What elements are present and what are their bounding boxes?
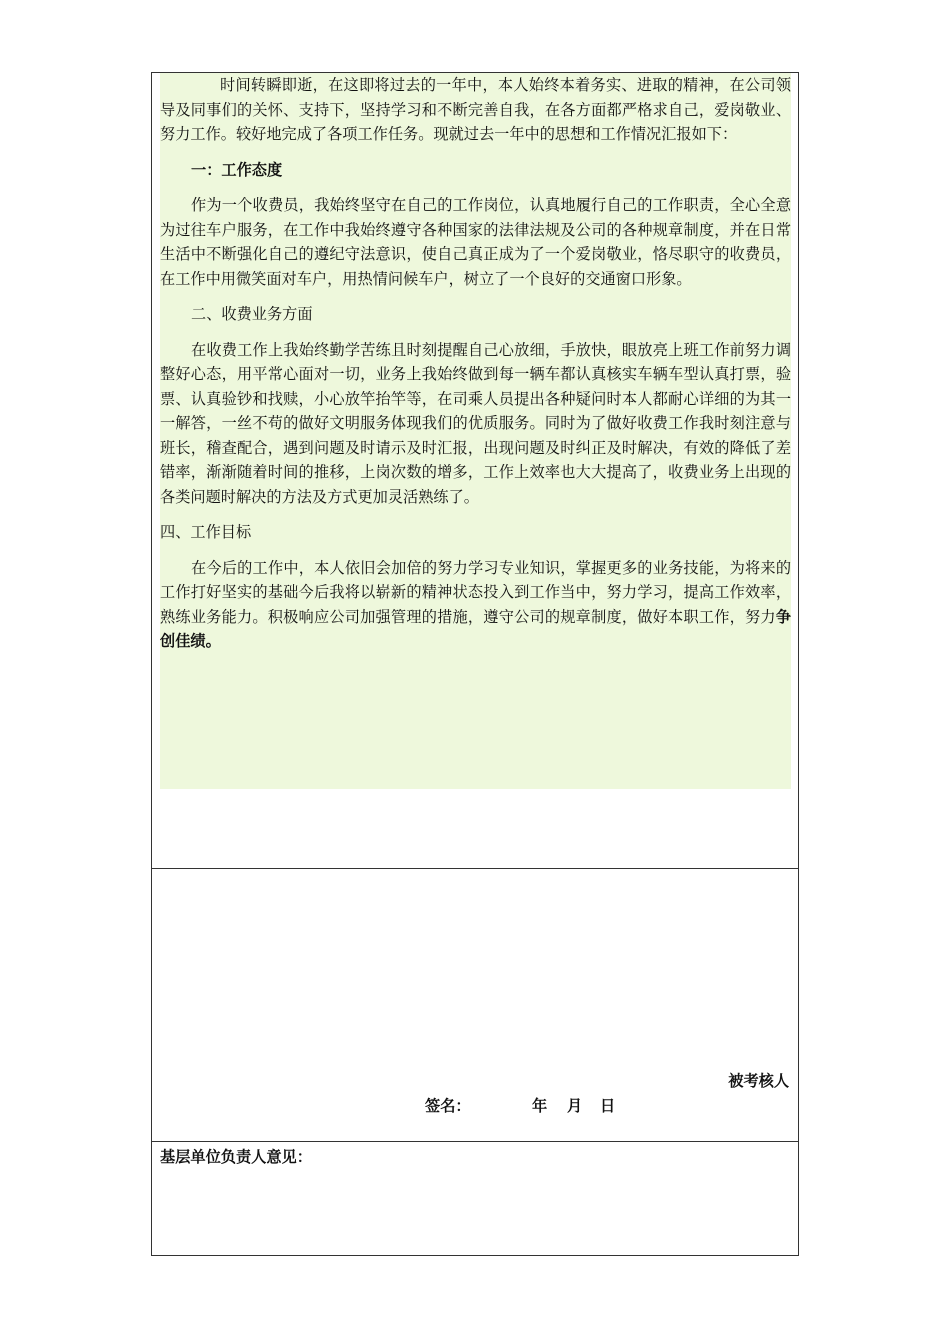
appraisal-form bbox=[151, 72, 799, 1256]
day-label: 日 bbox=[600, 1097, 616, 1115]
work-report-text-area bbox=[160, 73, 791, 789]
signature-section bbox=[152, 869, 798, 1142]
intro-paragraph: 时间转瞬即逝，在这即将过去的一年中，本人始终本着务实、进取的精神，在公司领导及同事们的关怀、支持下，坚持学习和不断完善自我，在各方面都严格求自己，爱岗敬业、努力工作。较好地完成了各项工作任务。现就过去一年中的思想和工作情况汇报如下： bbox=[160, 76, 791, 143]
section-2-heading: 二、收费业务方面 bbox=[191, 305, 313, 323]
supervisor-opinion-label: 基层单位负责人意见： bbox=[160, 1148, 312, 1166]
signature-label: 签名： bbox=[425, 1097, 471, 1115]
section-1-paragraph: 作为一个收费员，我始终坚守在自己的工作岗位，认真地履行自己的工作职责，全心全意为过往车户服务，在工作中我始终遵守各种国家的法律法规及公司的各种规章制度，并在日常生活中不断强化自己的遵纪守法意识，使自己真正成为了一个爱岗敬业，恪尽职守的收费员，在工作中用微笑面对车户，用热情问候车户，树立了一个良好的交通窗口形象。 bbox=[160, 196, 791, 288]
section-2-paragraph: 在收费工作上我始终勤学苦练且时刻提醒自己心放细，手放快，眼放亮上班工作前努力调整好心态，用平常心面对一切，业务上我始终做到每一辆车都认真核实车辆车型认真打票，验票、认真验钞和找赎，小心放竿抬竿等，在司乘人员提出各种疑问时本人都耐心详细的为其一一解答，一丝不苟的做好文明服务体现我们的优质服务。同时为了做好收费工作我时刻注意与班长，稽查配合，遇到问题及时请示及时汇报，出现问题及时纠正及时解决，有效的降低了差错率，渐渐随着时间的推移，上岗次数的增多，工作上效率也大大提高了，收费业务上出现的各类问题时解决的方法及方式更加灵活熟练了。 bbox=[160, 340, 791, 506]
section-4-heading: 四、工作目标 bbox=[160, 523, 252, 541]
section-4-text: 在今后的工作中，本人依旧会加倍的努力学习专业知识，掌握更多的业务技能，为将来的工作打好坚实的基础今后我将以崭新的精神状态投入到工作当中，努力学习，提高工作效率，熟练业务能力。积极响应公司加强管理的措施，遵守公司的规章制度，做好本职工作，努力 bbox=[160, 558, 791, 626]
supervisor-opinion-section bbox=[152, 1142, 798, 1255]
section-4-bold-text: 争创佳绩。 bbox=[160, 607, 791, 650]
examinee-label: 被考核人 bbox=[728, 1072, 789, 1090]
section-4-paragraph bbox=[160, 556, 791, 654]
month-label: 月 bbox=[567, 1097, 583, 1115]
year-label: 年 bbox=[532, 1097, 548, 1115]
work-report-section bbox=[152, 73, 798, 869]
section-1-heading: 一：工作态度 bbox=[191, 160, 283, 179]
